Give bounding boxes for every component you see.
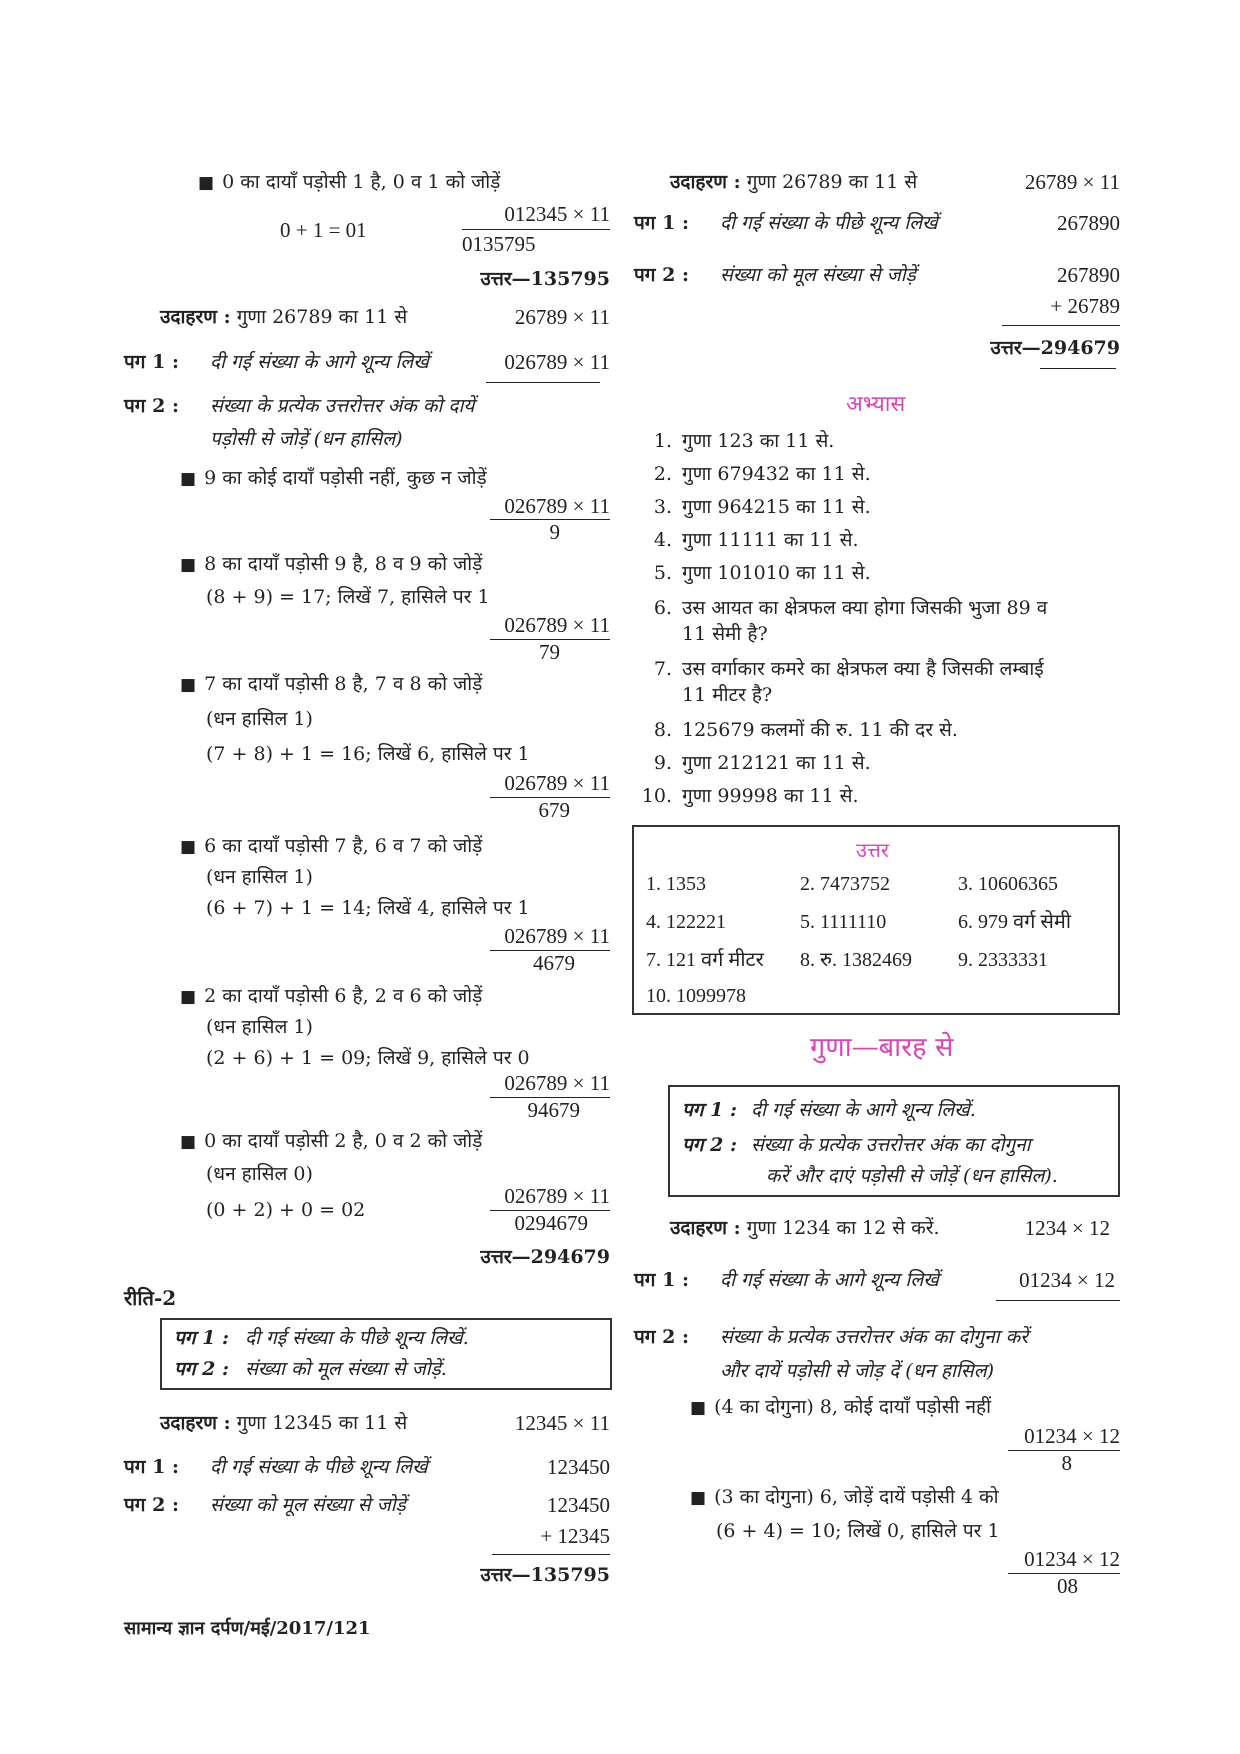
bullet-3: ■ 7 का दायाँ पड़ोसी 8 है, 7 व 8 को जोड़ें (180, 673, 483, 695)
c2-calc: (6 + 4) = 10; लिखें 0, हासिले पर 1 (716, 1520, 1000, 1542)
practice-title: अभ्यास (846, 392, 906, 417)
answer-cell: 5. 1111110 (800, 911, 887, 933)
bullet-5: ■ 2 का दायाँ पड़ोसी 6 है, 2 व 6 को जोड़ें (180, 985, 483, 1007)
b5-top: 026789 × 11 (504, 1071, 610, 1095)
c1-bottom: 8 (1061, 1451, 1072, 1475)
ex2-s2-add: + 12345 (540, 1524, 610, 1548)
intro-bullet: ■ 0 का दायाँ पड़ोसी 1 है, 0 व 1 को जोड़ें (198, 171, 501, 193)
bullet-2: ■ 8 का दायाँ पड़ोसी 9 है, 8 व 9 को जोड़ें (180, 553, 483, 575)
step1-value: 026789 × 11 (504, 350, 610, 374)
r-s2-text: संख्या को मूल संख्या से जोड़ें (720, 264, 916, 286)
ex2-s2-text: संख्या को मूल संख्या से जोड़ें (210, 1494, 406, 1516)
ex2-s1-text: दी गई संख्या के पीछे शून्य लिखें (210, 1456, 428, 1478)
bullet-1: ■ 9 का कोई दायाँ पड़ोसी नहीं, कुछ न जोड़ें (180, 467, 487, 489)
practice-text: गुणा 11111 का 11 से. (682, 529, 859, 551)
r-s1-label: पग 1 : (634, 212, 689, 234)
practice-number: 10. (641, 785, 672, 807)
practice-text: गुणा 679432 का 11 से. (682, 463, 871, 485)
ex2-s1-value: 123450 (547, 1455, 610, 1479)
practice-item (640, 785, 859, 808)
answer-cell: 2. 7473752 (800, 873, 890, 895)
answers-title: उत्तर (856, 838, 889, 862)
answer-cell: 4. 122221 (646, 911, 726, 933)
answer-2: उत्तर—294679 (480, 1246, 610, 1268)
ex2-s2-label: पग 2 : (124, 1494, 179, 1516)
c1-top: 01234 × 12 (1024, 1424, 1120, 1448)
step2-line2: पड़ोसी से जोड़ें (धन हासिल) (210, 428, 403, 450)
b4-calc: (6 + 7) + 1 = 14; लिखें 4, हासिले पर 1 (206, 897, 530, 919)
r-s2-add: + 26789 (1050, 294, 1120, 318)
b4-carry: (धन हासिल 1) (206, 866, 313, 888)
c2-bullet: ■ (3 का दोगुना) 6, जोड़ें दायें पड़ोसी 4 को (690, 1486, 999, 1508)
practice-text: उस आयत का क्षेत्रफल क्या होगा जिसकी भुजा 89 व (682, 597, 1048, 619)
ex2-s2-value: 123450 (547, 1493, 610, 1517)
r-ex-value: 26789 × 11 (1024, 170, 1120, 194)
b6-top: 026789 × 11 (504, 1184, 610, 1208)
c2-bottom: 08 (1057, 1574, 1078, 1598)
practice-text: गुणा 964215 का 11 से. (682, 496, 871, 518)
answer-cell: 3. 10606365 (958, 873, 1058, 895)
step2-label: पग 2 : (124, 395, 179, 417)
ex2-label: उदाहरण : गुणा 12345 का 11 से (160, 1412, 408, 1434)
ex12-s1-label: पग 1 : (634, 1269, 689, 1291)
practice-number: 2. (653, 463, 672, 485)
ex12-s1-value: 01234 × 12 (1019, 1268, 1115, 1292)
ex2-value: 12345 × 11 (514, 1411, 610, 1435)
ex1-value: 26789 × 11 (514, 305, 610, 329)
b5-carry: (धन हासिल 1) (206, 1016, 313, 1038)
practice-item (640, 529, 859, 552)
practice-number: 7. (653, 658, 672, 680)
practice-number: 1. (653, 430, 672, 452)
answer-cell: 10. 1099978 (646, 985, 746, 1007)
practice-text-cont: 11 मीटर है? (682, 684, 773, 706)
method2-title: रीति-2 (124, 1286, 177, 1310)
ex12-s1-text: दी गई संख्या के आगे शून्य लिखें (720, 1269, 939, 1291)
b5-calc: (2 + 6) + 1 = 09; लिखें 9, हासिले पर 0 (206, 1047, 530, 1069)
ex12-label: उदाहरण : गुणा 1234 का 12 से करें. (670, 1217, 940, 1239)
step1-label: पग 1 : (124, 351, 179, 373)
practice-text-cont: 11 सेमी है? (682, 623, 768, 645)
answer-cell: 9. 2333331 (958, 949, 1048, 971)
ex12-s2-text-1: संख्या के प्रत्येक उत्तरोत्तर अंक का दोगुना करें (720, 1326, 1028, 1348)
b1-top: 026789 × 11 (504, 494, 610, 518)
answer-cell: 7. 121 वर्ग मीटर (646, 949, 764, 971)
intro-calc: 0 + 1 = 01 (280, 218, 367, 242)
r-s1-text: दी गई संख्या के पीछे शून्य लिखें (720, 212, 938, 234)
practice-item (640, 719, 958, 742)
r-s1-value: 267890 (1057, 211, 1120, 235)
b4-bottom: 4679 (533, 951, 575, 975)
b1-bottom: 9 (549, 520, 560, 544)
b3-bottom: 679 (538, 798, 570, 822)
step2-line1: संख्या के प्रत्येक उत्तरोत्तर अंक को दायें (210, 395, 475, 417)
answer-cell: 6. 979 वर्ग सेमी (958, 911, 1072, 933)
intro-top: 012345 × 11 (504, 202, 610, 226)
practice-number: 6. (653, 597, 672, 619)
r-ex-label: उदाहरण : गुणा 26789 का 11 से (670, 171, 918, 193)
practice-number: 9. (653, 752, 672, 774)
bullet-6: ■ 0 का दायाँ पड़ोसी 2 है, 0 व 2 को जोड़ें (180, 1130, 483, 1152)
answer-cell: 1. 1353 (646, 873, 706, 895)
practice-number: 3. (653, 496, 672, 518)
ex2-s1-label: पग 1 : (124, 1456, 179, 1478)
b6-bottom: 0294679 (514, 1211, 588, 1235)
method2-box: पग 1 : दी गई संख्या के पीछे शून्य लिखें. पग 2 : संख्या को मूल संख्या से जोड़ें. (160, 1318, 612, 1390)
c2-top: 01234 × 12 (1024, 1547, 1120, 1571)
step1-text: दी गई संख्या के आगे शून्य लिखें (210, 351, 429, 373)
b4-top: 026789 × 11 (504, 924, 610, 948)
practice-text: गुणा 123 का 11 से. (682, 430, 835, 452)
practice-item (640, 463, 871, 486)
b2-calc: (8 + 9) = 17; लिखें 7, हासिले पर 1 (206, 586, 490, 608)
answer-cell: 8. रु. 1382469 (800, 949, 912, 971)
practice-text: उस वर्गाकार कमरे का क्षेत्रफल क्या है जिसकी लम्बाई (682, 658, 1044, 680)
practice-number: 8. (653, 719, 672, 741)
practice-item (640, 597, 1047, 620)
ex12-s2-label: पग 2 : (634, 1326, 689, 1348)
b2-bottom: 79 (539, 640, 560, 664)
b3-carry: (धन हासिल 1) (206, 708, 313, 730)
r-s2-value: 267890 (1057, 263, 1120, 287)
practice-item (640, 562, 871, 585)
section-title: गुणा—बारह से (810, 1032, 954, 1063)
ex2-answer: उत्तर—135795 (480, 1564, 610, 1586)
ex1-label: उदाहरण : गुणा 26789 का 11 से (160, 306, 408, 328)
b3-top: 026789 × 11 (504, 771, 610, 795)
practice-item (640, 496, 871, 519)
ex12-value: 1234 × 12 (1024, 1216, 1110, 1240)
b6-carry: (धन हासिल 0) (206, 1163, 313, 1185)
bullet-4: ■ 6 का दायाँ पड़ोसी 7 है, 6 व 7 को जोड़ें (180, 835, 483, 857)
c1-bullet: ■ (4 का दोगुना) 8, कोई दायाँ पड़ोसी नहीं (690, 1396, 992, 1418)
practice-text: गुणा 101010 का 11 से. (682, 562, 871, 584)
rule-box: पग 1 : दी गई संख्या के आगे शून्य लिखें. पग 2 : संख्या के प्रत्येक उत्तरोत्तर अंक का दोगुना करें और दाएं पड़ोसी से जोड़ें (धन हासिल). (668, 1085, 1120, 1197)
r-answer: उत्तर—294679 (990, 337, 1120, 359)
practice-text: 125679 कलमों की रु. 11 की दर से. (682, 719, 958, 741)
ex12-s2-text-2: और दायें पड़ोसी से जोड़ दें (धन हासिल) (720, 1360, 994, 1382)
practice-item (640, 430, 834, 453)
b2-top: 026789 × 11 (504, 613, 610, 637)
practice-number: 5. (653, 562, 672, 584)
practice-text: गुणा 212121 का 11 से. (682, 752, 871, 774)
practice-text: गुणा 99998 का 11 से. (682, 785, 859, 807)
page-footer: सामान्य ज्ञान दर्पण/मई/2017/121 (124, 1618, 371, 1639)
b5-bottom: 94679 (527, 1098, 580, 1122)
b6-calc: (0 + 2) + 0 = 02 (206, 1199, 366, 1221)
intro-answer: उत्तर—135795 (480, 268, 610, 290)
r-s2-label: पग 2 : (634, 264, 689, 286)
practice-number: 4. (653, 529, 672, 551)
intro-bottom: 0135795 (462, 232, 536, 256)
b3-calc: (7 + 8) + 1 = 16; लिखें 6, हासिले पर 1 (206, 743, 530, 765)
practice-item (640, 752, 871, 775)
practice-item (640, 658, 1044, 681)
